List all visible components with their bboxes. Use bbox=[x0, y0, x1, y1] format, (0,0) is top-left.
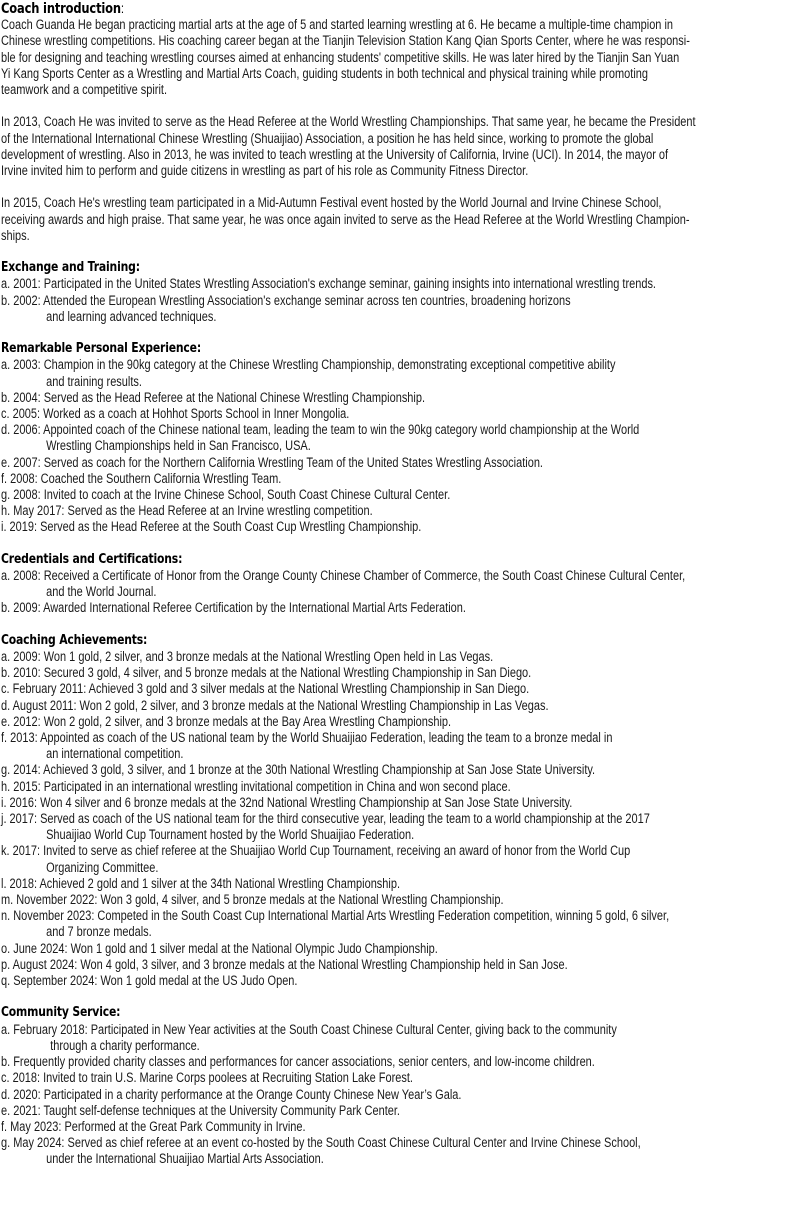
list-item-continuation: and 7 bronze medals. bbox=[46, 924, 152, 940]
list-item-text: f. 2008: Coached the Southern California Wrestling Team. bbox=[1, 470, 282, 486]
section-gap bbox=[1, 325, 800, 341]
list-item bbox=[1, 1135, 800, 1167]
list-item-text: b. Frequently provided charity classes and performances for cancer associations, senior centers, and low-income children. bbox=[1, 1054, 595, 1070]
intro-section bbox=[1, 0, 800, 244]
list-item bbox=[1, 698, 800, 714]
list-item-continuation: and the World Journal. bbox=[46, 584, 157, 600]
list-item bbox=[1, 876, 800, 892]
list-item bbox=[1, 503, 800, 519]
paragraph-line: Irvine invited him to perform and guide citizens in wrestling as part of his role as Community Fitness Director. bbox=[1, 163, 529, 179]
list-item-text: n. November 2023: Competed in the South Coast Cup International Martial Arts Wrestling Federation competition, winning 5 gold, 6 silver, bbox=[1, 908, 670, 924]
list-item bbox=[1, 519, 800, 535]
list-item bbox=[1, 762, 800, 778]
list-item-text: m. November 2022: Won 3 gold, 4 silver, and 5 bronze medals at the National Wrestling Championship. bbox=[1, 892, 504, 908]
list-item bbox=[1, 1022, 800, 1054]
list-item bbox=[1, 730, 800, 762]
list-item-text: c. 2018: Invited to train U.S. Marine Corps poolees at Recruiting Station Lake Forest. bbox=[1, 1070, 413, 1086]
section bbox=[1, 260, 800, 325]
section-gap bbox=[1, 989, 800, 1005]
list-item-text: a. 2003: Champion in the 90kg category at the Chinese Wrestling Championship, demonstrating exceptional competitive ability bbox=[1, 357, 616, 373]
paragraph-line: of the International International Chinese Wrestling (Shuaijiao) Association, a position he has held since, working to promote the global bbox=[1, 130, 654, 146]
list-item bbox=[1, 681, 800, 697]
sections bbox=[1, 244, 800, 1168]
list-item bbox=[1, 293, 800, 325]
list-item bbox=[1, 1103, 800, 1119]
list-item bbox=[1, 941, 800, 957]
list-item-text: b. 2009: Awarded International Referee Certification by the International Martial Arts Federation. bbox=[1, 600, 466, 616]
list-item bbox=[1, 406, 800, 422]
list-item-text: f. May 2023: Performed at the Great Park Community in Irvine. bbox=[1, 1118, 306, 1134]
list-item-text: a. 2008: Received a Certificate of Honor from the Orange County Chinese Chamber of Commerce, the South Coast Chinese Cultural Center, bbox=[1, 568, 686, 584]
list-item bbox=[1, 390, 800, 406]
list-item bbox=[1, 665, 800, 681]
section-heading: Exchange and Training: bbox=[1, 260, 140, 276]
list-item-text: e. 2012: Won 2 gold, 2 silver, and 3 bronze medals at the Bay Area Wrestling Championship. bbox=[1, 713, 452, 729]
section-heading: Credentials and Certifications: bbox=[1, 551, 183, 567]
list-item bbox=[1, 422, 800, 454]
list-item-text: g. 2008: Invited to coach at the Irvine Chinese School, South Coast Chinese Cultural Center. bbox=[1, 487, 451, 503]
list-item-text: q. September 2024: Won 1 gold medal at the US Judo Open. bbox=[1, 973, 298, 989]
list-item-text: i. 2016: Won 4 silver and 6 bronze medals at the 32nd National Wrestling Championship at San Jose State University. bbox=[1, 794, 573, 810]
paragraph-line: Chinese wrestling competitions. His coaching career began at the Tianjin Television Station Kang Qian Sports Center, where he was responsi- bbox=[1, 33, 690, 49]
section bbox=[1, 341, 800, 535]
list-item-continuation: and training results. bbox=[46, 373, 142, 389]
list-item bbox=[1, 568, 800, 600]
section-gap bbox=[1, 244, 800, 260]
section bbox=[1, 1005, 800, 1167]
section-gap bbox=[1, 617, 800, 633]
list-item-text: c. 2005: Worked as a coach at Hohhot Sports School in Inner Mongolia. bbox=[1, 406, 350, 422]
intro-paragraph bbox=[1, 114, 800, 179]
list-item-text: h. 2015: Participated in an international wrestling invitational competition in China and won second place. bbox=[1, 778, 511, 794]
paragraph-line: ble for designing and teaching wrestling courses aimed at enhancing students' competitive skills. He was later hired by the Tianjin San Yuan bbox=[1, 49, 680, 65]
paragraph-gap bbox=[1, 98, 800, 114]
list-item bbox=[1, 795, 800, 811]
paragraph-line: In 2013, Coach He was invited to serve as the Head Referee at the World Wrestling Championships. That same year, he became the President bbox=[1, 114, 696, 130]
paragraph-line: teamwork and a competitive spirit. bbox=[1, 82, 167, 98]
section bbox=[1, 633, 800, 989]
intro-heading-text: Coach introduction bbox=[1, 1, 121, 17]
list-item-text: l. 2018: Achieved 2 gold and 1 silver at the 34th National Wrestling Championship. bbox=[1, 875, 400, 891]
list-item-text: a. February 2018: Participated in New Year activities at the South Coast Chinese Cultural Center, giving back to the community bbox=[1, 1021, 617, 1037]
list-item bbox=[1, 811, 800, 843]
list-item-continuation: Wrestling Championships held in San Francisco, USA. bbox=[46, 438, 311, 454]
intro-paragraph bbox=[1, 195, 800, 244]
list-item-text: h. May 2017: Served as the Head Referee at an Irvine wrestling competition. bbox=[1, 503, 373, 519]
section bbox=[1, 552, 800, 617]
list-item-text: e. 2021: Taught self-defense techniques at the University Community Park Center. bbox=[1, 1102, 400, 1118]
list-item-continuation: an international competition. bbox=[46, 746, 184, 762]
list-item-text: a. 2001: Participated in the United States Wrestling Association's exchange seminar, gaining insights into international wrestling trends. bbox=[1, 276, 656, 292]
list-item-continuation: through a charity performance. bbox=[50, 1037, 200, 1053]
list-item bbox=[1, 1070, 800, 1086]
list-item-text: g. 2014: Achieved 3 gold, 3 silver, and 1 bronze at the 30th National Wrestling Championship at San Jose State University. bbox=[1, 762, 596, 778]
list-item-text: b. 2002: Attended the European Wrestling Association's exchange seminar across ten countries, broadening horizons bbox=[1, 292, 571, 308]
list-item-text: e. 2007: Served as coach for the Northern California Wrestling Team of the United States Wrestling Association. bbox=[1, 454, 543, 470]
intro-heading-colon: : bbox=[120, 0, 124, 16]
intro-heading bbox=[1, 0, 800, 17]
list-item bbox=[1, 357, 800, 389]
list-item-text: d. August 2011: Won 2 gold, 2 silver, and 3 bronze medals at the National Wrestling Championship in Las Vegas. bbox=[1, 697, 549, 713]
intro-paragraph bbox=[1, 17, 800, 98]
list-item bbox=[1, 600, 800, 616]
list-item-text: i. 2019: Served as the Head Referee at the South Coast Cup Wrestling Championship. bbox=[1, 519, 422, 535]
list-item-text: j. 2017: Served as coach of the US national team for the third consecutive year, leading the team to a world championship at the 2017 bbox=[1, 811, 650, 827]
list-item bbox=[1, 276, 800, 292]
list-item-text: c. February 2011: Achieved 3 gold and 3 silver medals at the National Wrestling Championship in San Diego. bbox=[1, 681, 530, 697]
list-item bbox=[1, 973, 800, 989]
list-item-text: d. 2020: Participated in a charity performance at the Orange County Chinese New Year’s Gala. bbox=[1, 1086, 462, 1102]
list-item-text: b. 2004: Served as the Head Referee at the National Chinese Wrestling Championship. bbox=[1, 389, 426, 405]
section-heading: Coaching Achievements: bbox=[1, 632, 148, 648]
list-item-text: d. 2006: Appointed coach of the Chinese national team, leading the team to win the 90kg category world championship at the World bbox=[1, 422, 640, 438]
list-item bbox=[1, 1119, 800, 1135]
list-item-text: b. 2010: Secured 3 gold, 4 silver, and 5 bronze medals at the National Wrestling Championship in San Diego. bbox=[1, 665, 532, 681]
list-item-text: p. August 2024: Won 4 gold, 3 silver, and 3 bronze medals at the National Wrestling Championship held in San Jose. bbox=[1, 956, 568, 972]
list-item-continuation: Shuaijiao World Cup Tournament hosted by the World Shuaijiao Federation. bbox=[46, 827, 415, 843]
list-item bbox=[1, 908, 800, 940]
list-item-text: k. 2017: Invited to serve as chief referee at the Shuaijiao World Cup Tournament, receiving an award of honor from the World Cup bbox=[1, 843, 631, 859]
list-item bbox=[1, 892, 800, 908]
section-heading: Remarkable Personal Experience: bbox=[1, 341, 202, 357]
list-item-continuation: under the International Shuaijiao Martial Arts Association. bbox=[46, 1151, 324, 1167]
list-item bbox=[1, 471, 800, 487]
list-item-text: o. June 2024: Won 1 gold and 1 silver medal at the National Olympic Judo Championship. bbox=[1, 940, 438, 956]
paragraph-line: In 2015, Coach He's wrestling team participated in a Mid-Autumn Festival event hosted by the World Journal and Irvine Chinese School, bbox=[1, 195, 662, 211]
list-item-continuation: Organizing Committee. bbox=[46, 859, 159, 875]
paragraph-line: development of wrestling. Also in 2013, he was invited to teach wrestling at the University of California, Irvine (UCI). In 2014, the mayor of bbox=[1, 146, 669, 162]
list-item-text: a. 2009: Won 1 gold, 2 silver, and 3 bronze medals at the National Wrestling Open held in Las Vegas. bbox=[1, 649, 494, 665]
paragraph-line: ships. bbox=[1, 227, 30, 243]
list-item bbox=[1, 487, 800, 503]
intro-paragraphs bbox=[1, 17, 800, 244]
list-item bbox=[1, 455, 800, 471]
paragraph-line: Yi Kang Sports Center as a Wrestling and Martial Arts Coach, guiding students in both technical and physical training while promoting bbox=[1, 65, 648, 81]
list-item bbox=[1, 779, 800, 795]
list-item-text: g. May 2024: Served as chief referee at an event co-hosted by the South Coast Chinese Cultural Center and Irvine Chinese School, bbox=[1, 1135, 641, 1151]
paragraph-line: Coach Guanda He began practicing martial arts at the age of 5 and started learning wrestling at 6. He became a multiple-time champion in bbox=[1, 17, 674, 33]
list-item bbox=[1, 843, 800, 875]
list-item bbox=[1, 1054, 800, 1070]
list-item bbox=[1, 649, 800, 665]
paragraph-line: receiving awards and high praise. That same year, he was once again invited to serve as the Head Referee at the World Wrestling Champion- bbox=[1, 211, 690, 227]
list-item-continuation: and learning advanced techniques. bbox=[46, 308, 217, 324]
section-gap bbox=[1, 536, 800, 552]
paragraph-gap bbox=[1, 179, 800, 195]
list-item bbox=[1, 714, 800, 730]
list-item bbox=[1, 1087, 800, 1103]
list-item bbox=[1, 957, 800, 973]
list-item-text: f. 2013: Appointed as coach of the US national team by the World Shuaijiao Federation, leading the team to a bronze medal in bbox=[1, 730, 613, 746]
section-heading: Community Service: bbox=[1, 1005, 121, 1021]
document bbox=[1, 0, 800, 1168]
